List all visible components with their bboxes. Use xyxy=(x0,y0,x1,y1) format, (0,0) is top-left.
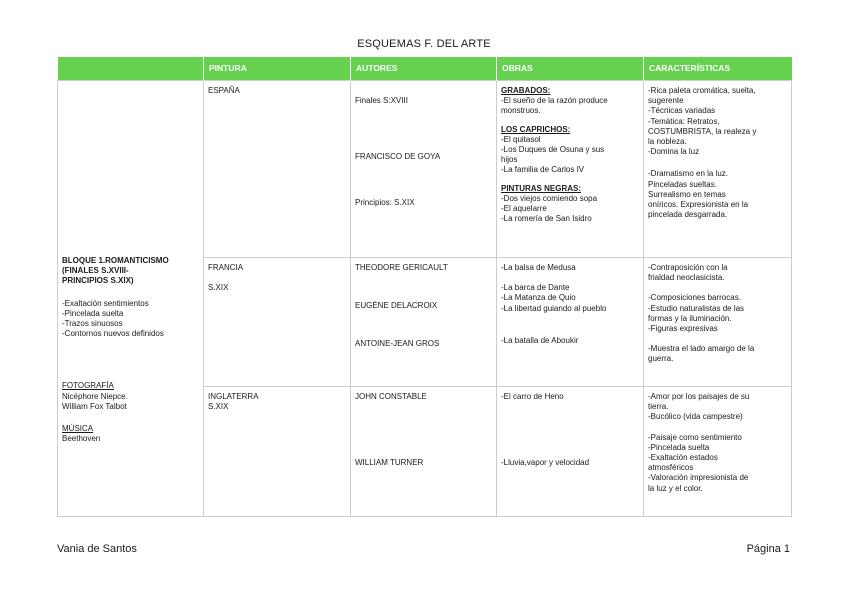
autores-espana: Finales S:XVIII FRANCISCO DE GOYA Principios: S.XIX xyxy=(351,81,497,258)
bloque-heading: BLOQUE 1.ROMANTICISMO (FINALES S.XVIII- PRINCIPIOS S.XIX) xyxy=(62,256,169,286)
obras-espana: GRABADOS: -El sueño de la razón produce monstruos. LOS CAPRICHOS: -El quitasol -Los Duques de Osuna y sus hijos -La familia de Carlos IV PINTURAS NEGRAS: -Dos viejos comiendo sopa -El aquelarre -La romería de San Isidro xyxy=(497,81,644,258)
footer-page-number: Página 1 xyxy=(746,543,790,555)
pintura-inglaterra: INGLATERRA S.XIX xyxy=(204,387,351,517)
fotografia-label: FOTOGRAFÍA xyxy=(62,381,114,391)
musica-label: MÚSICA xyxy=(62,424,94,434)
header-caracteristicas: CARACTERÍSTICAS xyxy=(644,57,792,81)
header-autores: AUTORES xyxy=(351,57,497,81)
table-header-row xyxy=(58,57,792,81)
autores-inglaterra: JOHN CONSTABLE WILLIAM TURNER xyxy=(351,387,497,517)
obras-francia: -La balsa de Medusa -La barca de Dante -La Matanza de Quio -La libertad guiando al pueblo -La batalla de Aboukir xyxy=(497,258,644,387)
bloque-cell xyxy=(58,81,204,517)
footer-author: Vania de Santos xyxy=(57,543,137,555)
header-blank xyxy=(58,57,204,81)
autores-francia: THEODORE GERICAULT EUGÈNE DELACROIX ANTOINE-JEAN GROS xyxy=(351,258,497,387)
header-obras: OBRAS xyxy=(497,57,644,81)
bloque-traits: -Exaltación sentimientos -Pincelada suelta -Trazos sinuosos -Contornos nuevos definidos xyxy=(62,298,164,339)
pintura-espana: ESPAÑA xyxy=(204,81,351,258)
table-row-espana xyxy=(58,81,792,258)
caracteristicas-espana: -Rica paleta cromática, suelta, sugerente -Técnicas variadas -Temática: Retratos, COSTUMBRISTA, la realeza y la nobleza. -Domina la luz -Dramatismo en la luz. Pinceladas sueltas. Surrealismo en temas oníricos. Expresionista en la pincelada desgarrada. xyxy=(644,81,792,258)
caracteristicas-inglaterra: -Amor por los paisajes de su tierra. -Bucólico (vida campestre) -Paisaje como sentimiento -Pincelada suelta -Exaltación estados atmosféricos -Valoración impresionista de la luz y el color. xyxy=(644,387,792,517)
pintura-francia: FRANCIA S.XIX xyxy=(204,258,351,387)
document-title: ESQUEMAS F. DEL ARTE xyxy=(357,38,491,50)
musica-names: Beethoven xyxy=(62,434,101,444)
caracteristicas-francia: -Contraposición con la frialdad neoclasicista. -Composiciones barrocas. -Estudio naturalistas de las formas y la iluminación. -Figuras expresivas -Muestra el lado amargo de la guerra. xyxy=(644,258,792,387)
header-pintura: PINTURA xyxy=(204,57,351,81)
obras-inglaterra: -El carro de Heno -Lluvia,vapor y velocidad xyxy=(497,387,644,517)
scheme-table xyxy=(57,57,792,517)
fotografia-names: Nicéphore Niepce. William Fox Talbot xyxy=(62,391,128,411)
